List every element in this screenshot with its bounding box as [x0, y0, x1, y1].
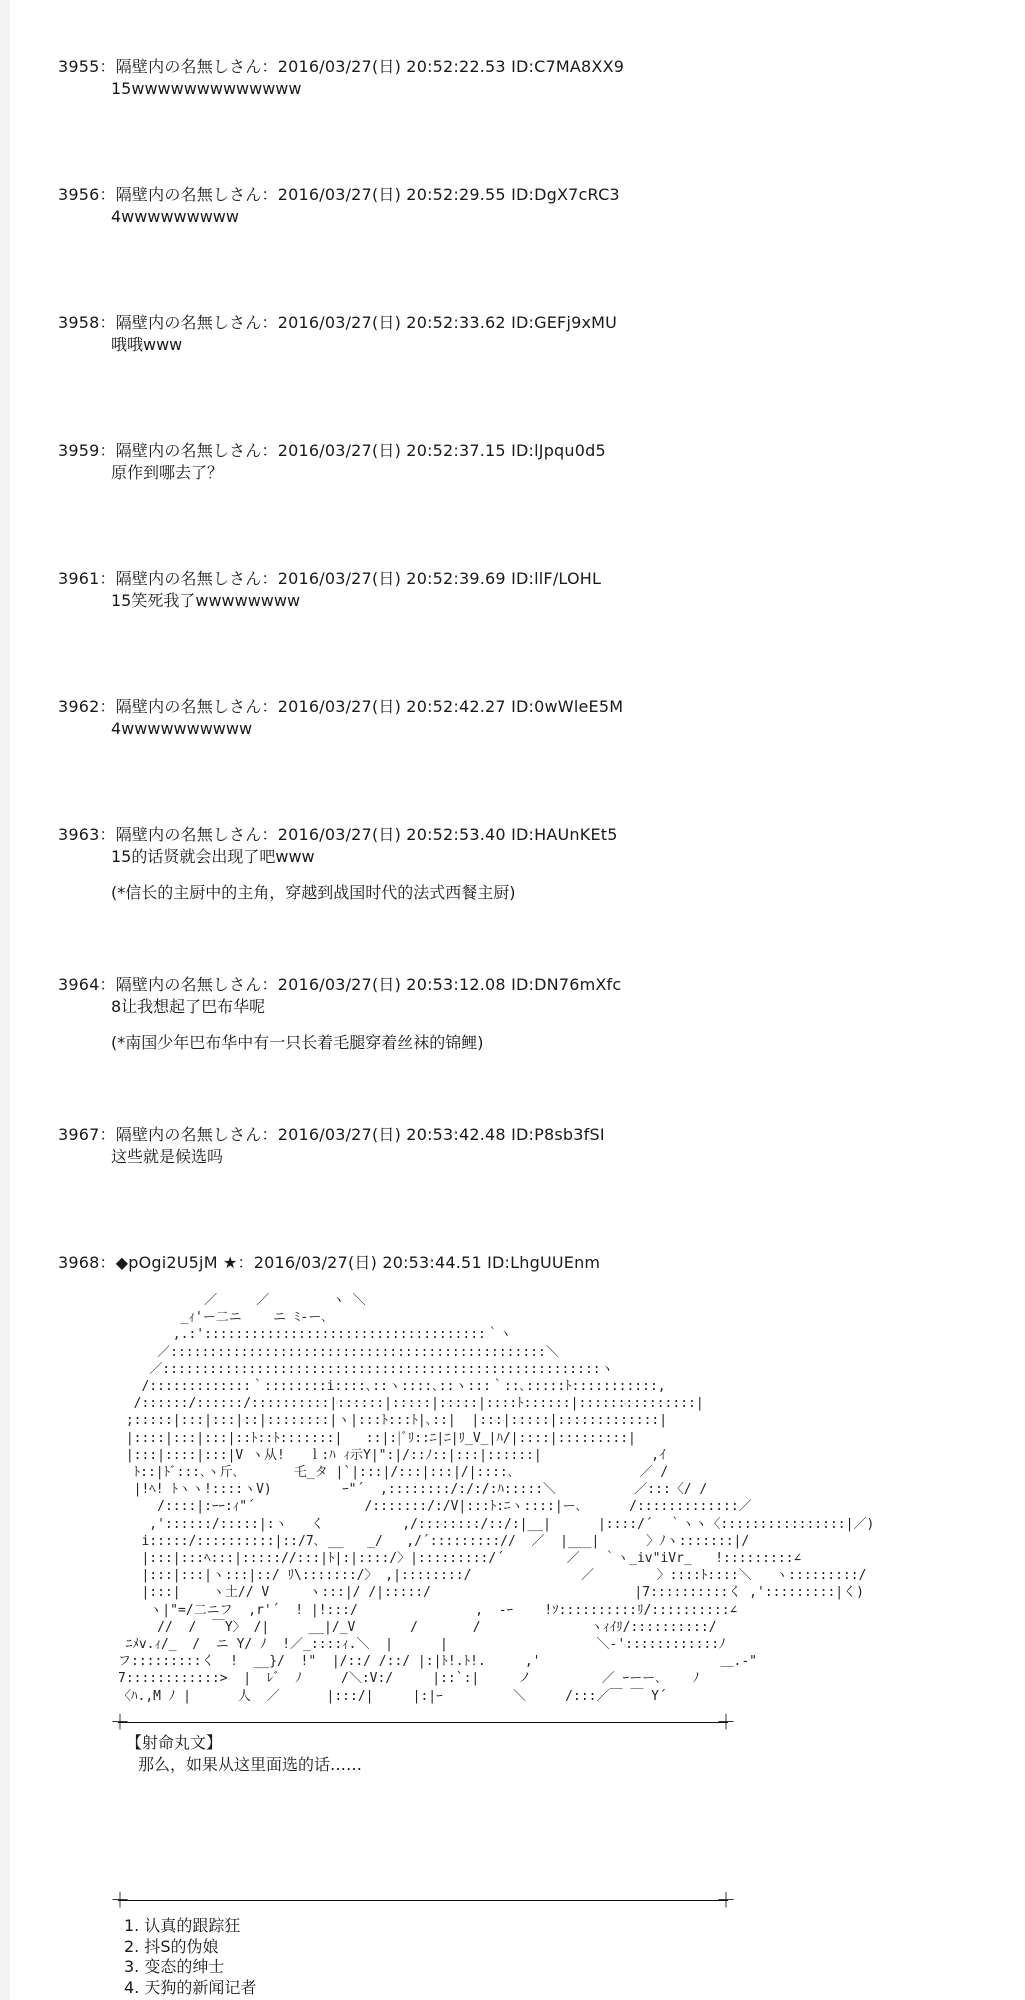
post-3958 — [58, 312, 958, 356]
dialog-separator-top — [110, 1710, 736, 1734]
post-3959 — [58, 440, 958, 484]
choice-item-4: 4. 天狗的新闻记者 — [124, 1977, 257, 1997]
post-header: 3968：◆pOgi2U5jM ★：2016/03/27(日) 20:53:44.51 ID:LhgUUEnm — [58, 1253, 601, 1272]
post-body: 15笑死我了wwwwwwww — [111, 591, 301, 610]
dialog-box — [126, 1732, 362, 1776]
choice-item-3: 3. 变态的绅士 — [124, 1957, 225, 1976]
post-body: 原作到哪去了？ — [111, 463, 224, 482]
post-header: 3963：隔壁内の名無しさん：2016/03/27(日) 20:52:53.40 ID:HAUnKEt5 — [58, 825, 618, 844]
post-header: 3955：隔壁内の名無しさん：2016/03/27(日) 20:52:22.53 ID:C7MA8XX9 — [58, 57, 625, 76]
post-3968 — [58, 1252, 958, 1274]
post-3967 — [58, 1124, 958, 1168]
choice-item-1: 1. 认真的跟踪狂 — [124, 1916, 241, 1935]
post-header: 3961：隔壁内の名無しさん：2016/03/27(日) 20:52:39.69 ID:llF/LOHL — [58, 569, 602, 588]
post-body: 这些就是候选吗 — [111, 1147, 224, 1166]
translator-note: (*信长的主厨中的主角，穿越到战国时代的法式西餐主厨) — [111, 883, 516, 902]
choice-list — [124, 1916, 256, 1998]
post-3963 — [58, 824, 958, 904]
dialog-line: 那么，如果从这里面选的话…… — [138, 1755, 363, 1774]
plus-mark-left: ＋ — [110, 1888, 130, 1912]
post-header: 3962：隔壁内の名無しさん：2016/03/27(日) 20:52:42.27 ID:0wWleE5M — [58, 697, 624, 716]
post-body: 8让我想起了巴布华呢 — [111, 997, 266, 1016]
ascii-art-illustration — [118, 1292, 875, 1720]
post-3961 — [58, 568, 958, 612]
post-3962 — [58, 696, 958, 740]
plus-mark-left: ＋ — [110, 1710, 130, 1734]
post-3955 — [58, 56, 958, 100]
translator-note: (*南国少年巴布华中有一只长着毛腿穿着丝袜的锦鲤) — [111, 1033, 484, 1052]
post-header: 3956：隔壁内の名無しさん：2016/03/27(日) 20:52:29.55 ID:DgX7cRC3 — [58, 185, 620, 204]
plus-mark-right: ＋ — [716, 1888, 736, 1912]
plus-mark-right: ＋ — [716, 1710, 736, 1734]
post-body: 15的话贤就会出现了吧www — [111, 847, 315, 866]
post-header: 3958：隔壁内の名無しさん：2016/03/27(日) 20:52:33.62 ID:GEFj9xMU — [58, 313, 618, 332]
post-body: 15wwwwwwwwwwwww — [111, 79, 302, 98]
post-header: 3964：隔壁内の名無しさん：2016/03/27(日) 20:53:12.08 ID:DN76mXfc — [58, 975, 622, 994]
ascii-art-text: ／ ／ ヽ ＼ _ｨ'ー二ニ ニ ﾐ-ー､ ,.:'::::::::::::::::::::::::::::::::::::｀ヽ ／::::::::::::::::::::::::::::::::::::::::::::::::＼ ／::::::::::::::::::::::::::::::::::::::::::::::::::::::::ヽ /:::::::::::::｀::::::::i::::､::ヽ::::､::ヽ:::｀::､:::::ﾄ:::::::::::, /::::::/::::::/::::::::::|::::::|:::::|:::::|::::ﾄ::::::|:::::::::::::::| ;:::::|:::|:::|::|::::::::|ヽ|:::ﾄ:::ﾄ|､::| |:::|:::::|:::::::::::::| |::::|:::|:::|::ﾄ::ﾄ:::::::| ::|:|ﾞﾘ::ﾆ|ﾆ|ﾘ_V_|ﾊ/|::::|:::::::::| |:::|::::|:::|V ヽ从! ｌ:ﾊ ｨ示Y|":|/::ﾉ::|:::|::::::| ,ｲ ﾄ::|ﾄﾞ:::､ヽ斤､ 乇_タ |`|:::|/:::|:::|/|::::､ ／ / |!ﾍ! ﾄヽヽ!::::ヽV) ｰ"´ ,::::::::/:/:/:ﾊ:::::＼ ／:::〈/ / /::::|:ｰｰ:ｨ"´ /:::::::/:/V|:::ﾄ:ﾆヽ::::|ー､ /:::::::::::::／ ,'::::::/:::::|:ヽ く ,/::::::::/::/:|__| |::::/´ ｀ヽヽ〈::::::::::::::::|／) i:::::/::::::::::|::/7､ __ _/ ,/´:::::::::// ／ |___| 〉ﾉヽ:::::::|/ |:::|:::ﾍ:::|::::://:::|ﾄ|:|::::/〉|:::::::::/´ ／ ｀ヽ_iv"iVr_ !:::::::::∠ |:::|:::|ヽ:::|::/ ﾘ\:::::::/〉 ,|::::::::/ ／ 〉::::ﾄ::::＼ ヽ:::::::::/ |:::| ヽ土// V ヽ:::|/ /|:::::/ |7::::::::::く ,':::::::::|く) ヽ|"=/二ニフ ,r'´ ! |!:::/ , -ｰ !ｿ::::::::::ﾘ/::::::::::∠ // / ￣Y〉 /| __|/_V / / ヽｨｲﾘ/::::::::::/ ﾆﾒv.ｨ/_ / ニ Y/ ﾉ !／_::::ｨ.＼ | | ＼-'::::::::::::ﾉ フ:::::::::く ! __}/ !" |/::/ /::/ |:|ﾄ!.ﾄ!. ,' ＿.-" 7::::::::::::> | ﾚﾞ ﾉ /＼:V:/ |::`:| ノ ／ ｰーー､ ﾉ 〈ﾊ.,M ﾉ | 人 ／ |:::/| |:|ｰ ＼ /:::／￣ ￣ Y´ — [118, 1293, 875, 1704]
dialog-speaker: 【射命丸文】 — [126, 1733, 223, 1752]
post-body: 4wwwwwwwww — [111, 207, 239, 226]
post-body: 哦哦www — [111, 335, 183, 354]
post-header: 3959：隔壁内の名無しさん：2016/03/27(日) 20:52:37.15 ID:lJpqu0d5 — [58, 441, 606, 460]
choice-item-2: 2. 抖S的伪娘 — [124, 1936, 219, 1956]
post-3956 — [58, 184, 958, 228]
dialog-separator-bottom — [110, 1888, 736, 1912]
post-body: 4wwwwwwwwww — [111, 719, 253, 738]
post-header: 3967：隔壁内の名無しさん：2016/03/27(日) 20:53:42.48 ID:P8sb3fSI — [58, 1125, 605, 1144]
post-3964 — [58, 974, 958, 1054]
